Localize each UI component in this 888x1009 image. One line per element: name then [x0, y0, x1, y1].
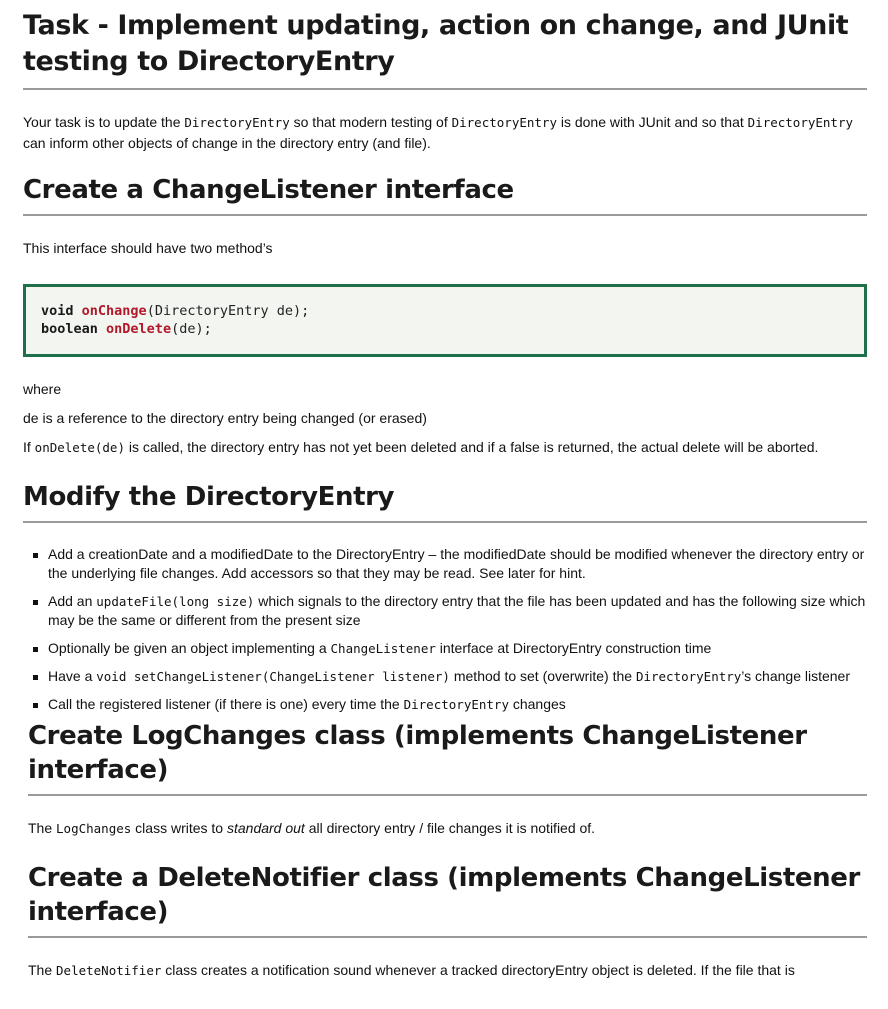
section-log-changes — [28, 719, 867, 981]
where-label: where — [23, 381, 62, 397]
page-title: Task - Implement updating, action on change, and JUnit testing to DirectoryEntry — [23, 0, 867, 90]
inline-code: LogChanges — [56, 821, 132, 836]
deletenotifier-description: The DeleteNotifier class creates a notification sound whenever a tracked directoryEntry object is deleted. If the file that is — [28, 962, 795, 978]
list-item: Add a creationDate and a modifiedDate to the DirectoryEntry – the modifiedDate should be modified whenever the directory entry or the underlying file changes. Add accessors so that they may be read. See later for hint. — [23, 545, 867, 583]
ondelete-description: If onDelete(de) is called, the directory entry has not yet been deleted and if a false is returned, the actual delete will be aborted. — [23, 439, 819, 455]
inline-code: void setChangeListener(ChangeListener listener) — [96, 669, 450, 684]
code-block — [23, 284, 867, 357]
section-heading-deletenotifier: Create a DeleteNotifier class (implements ChangeListener interface) — [28, 861, 867, 938]
document — [23, 0, 867, 981]
list-item: Add an updateFile(long size) which signals to the directory entry that the file has been updated and has the following size which may be the same or different from the present size — [23, 592, 867, 630]
inline-code: DeleteNotifier — [56, 963, 162, 978]
requirements-list — [23, 545, 867, 714]
list-item: Optionally be given an object implementing a ChangeListener interface at DirectoryEntry construction time — [23, 639, 867, 658]
inline-code: DirectoryEntry — [403, 697, 509, 712]
inline-code: updateFile(long size) — [96, 594, 255, 609]
inline-code: onDelete(de) — [34, 440, 125, 455]
section-heading-logchanges: Create LogChanges class (implements ChangeListener interface) — [28, 719, 867, 796]
list-item: Call the registered listener (if there is one) every time the DirectoryEntry changes — [23, 695, 867, 714]
list-item: Have a void setChangeListener(ChangeListener listener) method to set (overwrite) the DirectoryEntry’s change listener — [23, 667, 867, 686]
logchanges-description: The LogChanges class writes to standard out all directory entry / file changes it is notified of. — [28, 820, 596, 836]
section-heading-modify: Modify the DirectoryEntry — [23, 480, 867, 523]
inline-code: DirectoryEntry — [747, 115, 853, 130]
interface-description: This interface should have two method’s — [23, 240, 273, 256]
section-heading-changelistener: Create a ChangeListener interface — [23, 173, 867, 216]
inline-code: DirectoryEntry — [184, 115, 290, 130]
de-description: de is a reference to the directory entry being changed (or erased) — [23, 410, 427, 426]
inline-code: DirectoryEntry — [635, 669, 742, 684]
inline-code: DirectoryEntry — [451, 115, 557, 130]
inline-code: ChangeListener — [330, 641, 436, 656]
code-line: boolean onDelete(de); — [41, 321, 212, 337]
code-line: void onChange(DirectoryEntry de); — [41, 303, 310, 319]
intro-paragraph: Your task is to update the DirectoryEntry so that modern testing of DirectoryEntry is done with JUnit and so that DirectoryEntry can inform other objects of change in the directory entry (and file). — [23, 114, 853, 151]
